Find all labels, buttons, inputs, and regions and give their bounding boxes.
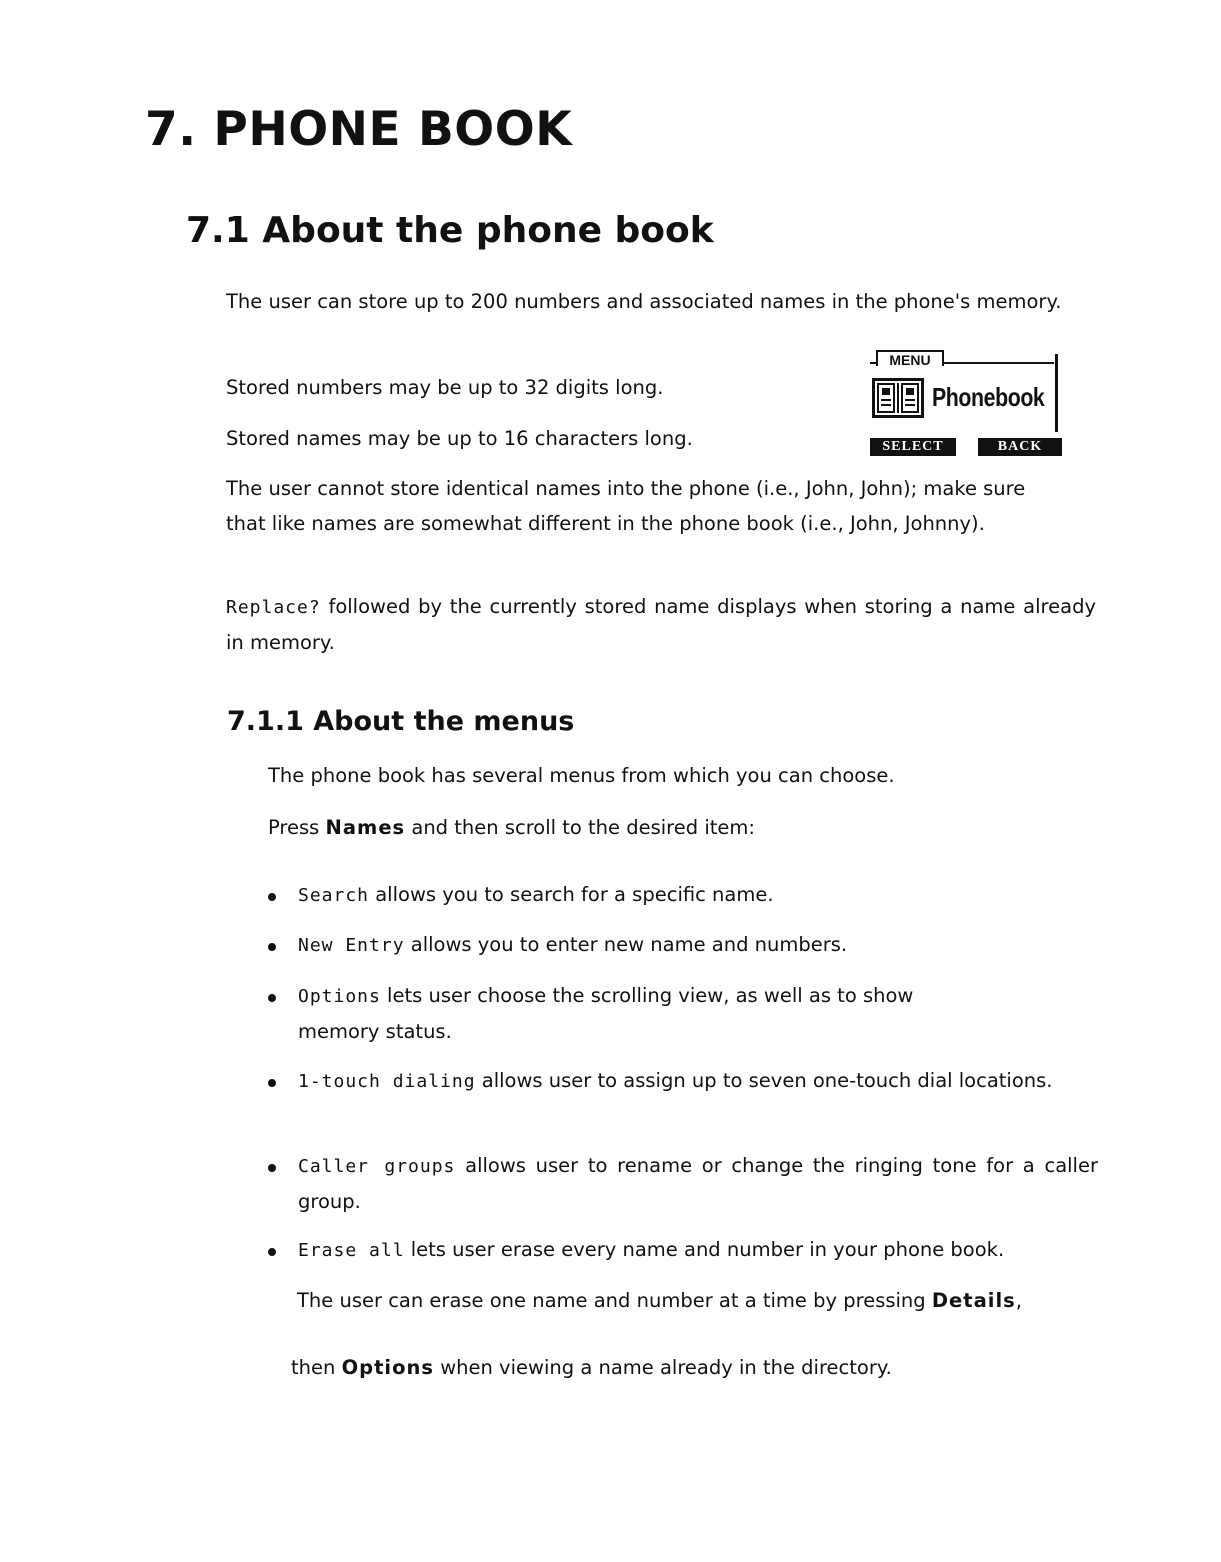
bullet-icon [268, 893, 276, 901]
softkey-select: SELECT [870, 438, 956, 456]
screen-top-line [944, 362, 1054, 364]
erase-note-comma: , [1015, 1289, 1022, 1312]
list-item [298, 927, 1088, 963]
bullet-icon [268, 994, 276, 1002]
menu-item-text: allows you to enter new name and numbers. [404, 933, 848, 956]
scrollbar [1055, 354, 1058, 432]
list-item [298, 877, 1088, 913]
erase-note-line2 [291, 1350, 1101, 1385]
softkey-back: BACK [978, 438, 1062, 456]
paragraph-replace [226, 589, 1096, 660]
replace-code: Replace? [226, 597, 321, 618]
menu-item-text: allows you to search for a specific name. [369, 883, 774, 906]
section-title: 7.1 About the phone book [186, 210, 714, 251]
list-item [298, 1148, 1098, 1219]
list-item [298, 1232, 1108, 1268]
phone-screen-illustration [868, 348, 1066, 458]
bullet-icon [268, 1248, 276, 1256]
subsection-title: 7.1.1 About the menus [227, 706, 575, 737]
paragraph-digits: Stored numbers may be up to 32 digits long. [226, 376, 664, 399]
erase-note-then: then [291, 1356, 342, 1379]
list-item [298, 1063, 1058, 1099]
bullet-icon [268, 943, 276, 951]
menu-item-code: Search [298, 885, 370, 906]
menu-item-code: Erase all [298, 1240, 405, 1261]
erase-note-line1 [297, 1283, 1107, 1318]
menu-item-text: lets user erase every name and number in your phone book. [404, 1238, 1005, 1261]
menu-tab: MENU [876, 350, 944, 366]
paragraph-characters: Stored names may be up to 16 characters long. [226, 427, 693, 450]
menu-item-text: allows user to rename or change the ringing tone for a caller group. [298, 1154, 1098, 1213]
phone-screen-title: Phonebook [932, 382, 1045, 412]
erase-note-before: The user can erase one name and number at a time by pressing [297, 1289, 932, 1312]
details-key: Details [931, 1289, 1016, 1312]
bullet-icon [268, 1164, 276, 1172]
press-after: and then scroll to the desired item: [405, 816, 755, 839]
press-names-line [268, 810, 1068, 845]
menu-item-code: New Entry [298, 935, 405, 956]
menu-item-code: Options [298, 986, 381, 1007]
menu-item-text: lets user choose the scrolling view, as well as to show memory status. [298, 984, 914, 1043]
phonebook-icon [872, 378, 924, 418]
paragraph-identical-names: The user cannot store identical names into the phone (i.e., John, John); make sure that like names are somewhat different in the phone book (i.e., John, Johnny). [226, 477, 1026, 535]
list-item [298, 978, 998, 1049]
options-key: Options [341, 1356, 434, 1379]
menu-item-text: allows user to assign up to seven one-touch dial locations. [475, 1069, 1053, 1092]
paragraph-capacity: The user can store up to 200 numbers and associated names in the phone's memory. [226, 290, 1062, 313]
menu-item-code: Caller groups [298, 1156, 456, 1177]
chapter-title: 7. PHONE BOOK [145, 102, 573, 157]
bullet-icon [268, 1079, 276, 1087]
replace-text: followed by the currently stored name displays when storing a name already in memory. [226, 595, 1096, 654]
press-before: Press [268, 816, 326, 839]
menu-item-code: 1-touch dialing [298, 1071, 476, 1092]
menus-intro: The phone book has several menus from which you can choose. [268, 764, 895, 787]
phonebook-icon-glyph [875, 381, 921, 415]
names-key: Names [325, 816, 406, 839]
erase-note-after: when viewing a name already in the directory. [434, 1356, 892, 1379]
